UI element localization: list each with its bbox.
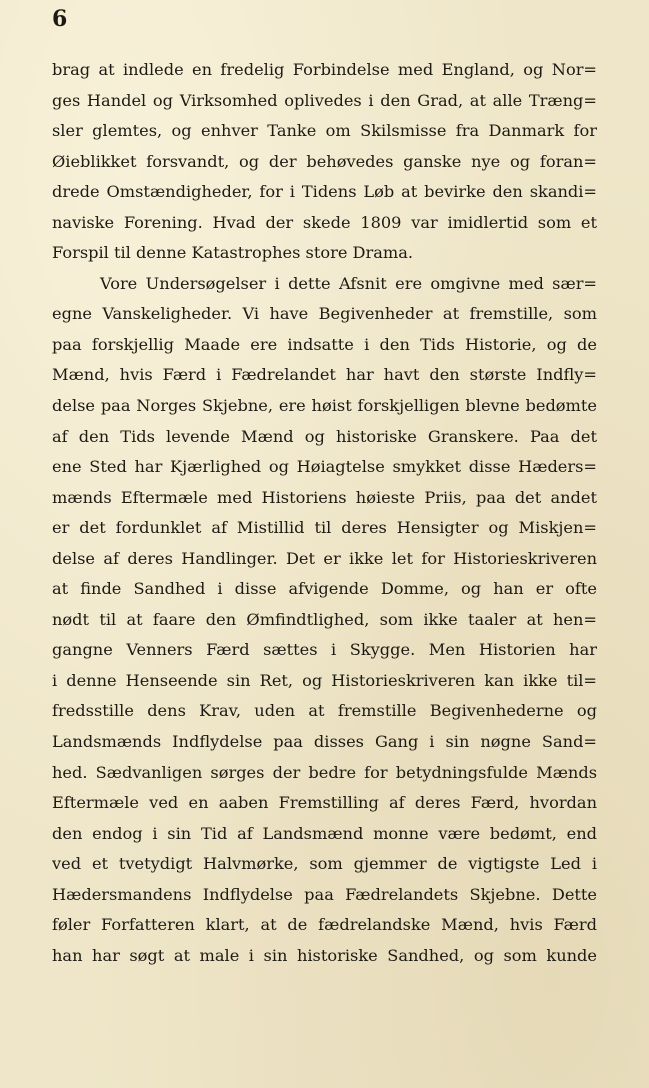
body-text	[52, 55, 597, 971]
text-line: Øieblikket forsvandt, og der behøvedes ganske nye og foran=	[52, 151, 597, 171]
text-line: hed. Sædvanligen sørges der bedre for betydningsfulde Mænds	[52, 762, 597, 782]
text-line: Vore Undersøgelser i dette Afsnit ere omgivne med sær=	[100, 273, 597, 293]
text-line: ved et tvetydigt Halvmørke, som gjemmer de vigtigste Led i	[52, 854, 597, 874]
text-line: mænds Eftermæle med Historiens høieste Priis, paa det andet	[52, 487, 597, 507]
text-line: sler glemtes, og enhver Tanke om Skilsmisse fra Danmark for	[52, 121, 597, 141]
text-line: Forspil til denne Katastrophes store Drama.	[52, 243, 414, 263]
text-line: er det fordunklet af Mistillid til deres Hensigter og Miskjen=	[52, 518, 597, 538]
text-line: af den Tids levende Mænd og historiske Granskere. Paa det	[52, 426, 597, 446]
text-line: Eftermæle ved en aaben Fremstilling af deres Færd, hvordan	[52, 793, 597, 813]
text-line: føler Forfatteren klart, at de fædrelandske Mænd, hvis Færd	[52, 915, 597, 935]
text-line: delse paa Norges Skjebne, ere høist forskjelligen blevne bedømte	[52, 396, 597, 416]
text-line: gangne Venners Færd sættes i Skygge. Men Historien har	[52, 640, 597, 660]
text-line: den endog i sin Tid af Landsmænd monne være bedømt, end	[52, 823, 597, 843]
text-line: paa forskjellig Maade ere indsatte i den Tids Historie, og de	[52, 334, 597, 354]
text-line: i denne Henseende sin Ret, og Historieskriveren kan ikke til=	[52, 670, 597, 690]
text-line: Mænd, hvis Færd i Fædrelandet har havt den største Indfly=	[52, 365, 597, 385]
text-line: naviske Forening. Hvad der skede 1809 var imidlertid som et	[52, 212, 597, 232]
text-line: nødt til at faare den Ømfindtlighed, som ikke taaler at hen=	[52, 609, 597, 629]
text-line: ges Handel og Virksomhed oplivedes i den Grad, at alle Træng=	[52, 90, 597, 110]
text-line: Hædersmandens Indflydelse paa Fædrelandets Skjebne. Dette	[52, 884, 597, 904]
page-number: 6	[52, 6, 68, 32]
text-line: ene Sted har Kjærlighed og Høiagtelse smykket disse Hæders=	[52, 457, 597, 477]
text-line: delse af deres Handlinger. Det er ikke let for Historieskriveren	[52, 548, 597, 568]
text-line: drede Omstændigheder, for i Tidens Løb at bevirke den skandi=	[52, 182, 597, 202]
text-line: brag at indlede en fredelig Forbindelse med England, og Nor=	[52, 60, 597, 79]
text-line: fredsstille dens Krav, uden at fremstille Begivenhederne og	[52, 701, 597, 721]
text-line: Landsmænds Indflydelse paa disses Gang i sin nøgne Sand=	[52, 732, 597, 752]
text-line: egne Vanskeligheder. Vi have Begivenheder at fremstille, som	[52, 304, 597, 324]
text-line: han har søgt at male i sin historiske Sandhed, og som kunde	[52, 945, 597, 965]
text-line: at finde Sandhed i disse afvigende Domme, og han er ofte	[52, 579, 597, 599]
